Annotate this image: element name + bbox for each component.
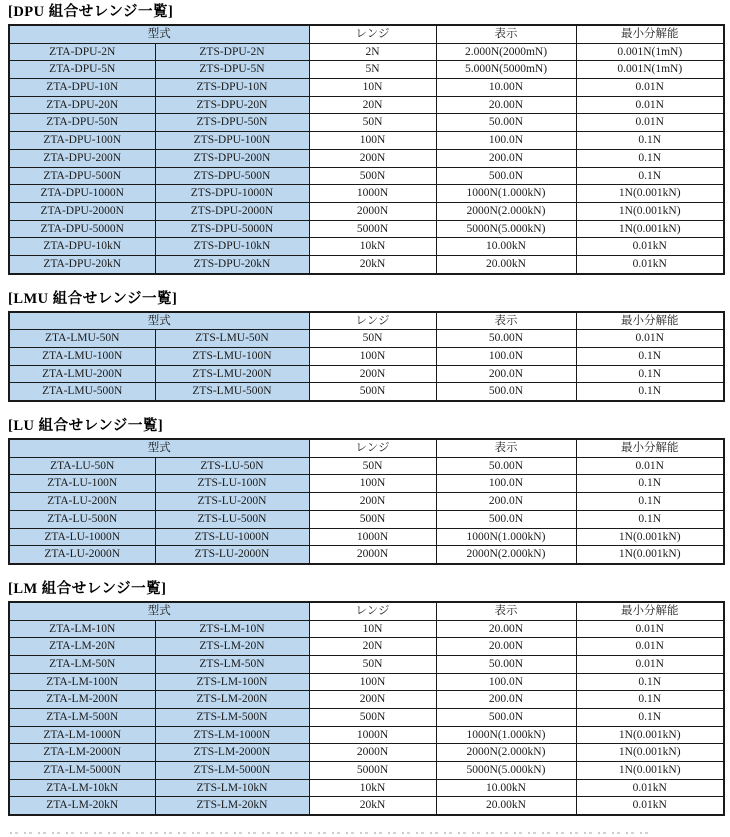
model-cell-zts: ZTS-LU-200N xyxy=(155,493,309,511)
model-cell-zta: ZTA-LU-100N xyxy=(9,475,155,493)
range-table-section xyxy=(8,291,725,402)
table-row xyxy=(9,43,724,61)
header-row xyxy=(9,439,724,457)
display-cell: 100.0N xyxy=(436,475,576,493)
table-row xyxy=(9,114,724,132)
range-cell: 2N xyxy=(309,43,436,61)
model-cell-zts: ZTS-LMU-500N xyxy=(155,383,309,401)
resolution-cell: 0.1N xyxy=(576,510,724,528)
section-title: [LU 組合せレンジ一覧] xyxy=(8,418,164,435)
display-cell: 2000N(2.000kN) xyxy=(436,744,576,762)
column-header-range: レンジ xyxy=(309,439,436,457)
model-cell-zts: ZTS-LU-2000N xyxy=(155,546,309,564)
table-row xyxy=(9,709,724,727)
range-cell: 5N xyxy=(309,61,436,79)
resolution-cell: 0.1N xyxy=(576,132,724,150)
model-cell-zta: ZTA-DPU-5N xyxy=(9,61,155,79)
model-cell-zts: ZTS-DPU-1000N xyxy=(155,185,309,203)
table-row xyxy=(9,546,724,564)
model-cell-zts: ZTS-LU-500N xyxy=(155,510,309,528)
model-cell-zta: ZTA-DPU-20N xyxy=(9,96,155,114)
display-cell: 1000N(1.000kN) xyxy=(436,528,576,546)
header-row xyxy=(9,312,724,330)
resolution-cell: 0.01kN xyxy=(576,797,724,815)
resolution-cell: 0.01kN xyxy=(576,779,724,797)
display-cell: 20.00N xyxy=(436,638,576,656)
resolution-cell: 0.01kN xyxy=(576,238,724,256)
table-row xyxy=(9,167,724,185)
resolution-cell: 0.001N(1mN) xyxy=(576,43,724,61)
table-row xyxy=(9,726,724,744)
model-cell-zts: ZTS-DPU-100N xyxy=(155,132,309,150)
model-cell-zta: ZTA-DPU-50N xyxy=(9,114,155,132)
resolution-cell: 1N(0.001kN) xyxy=(576,546,724,564)
column-header-resolution: 最小分解能 xyxy=(576,25,724,43)
table-row xyxy=(9,132,724,150)
table-row xyxy=(9,61,724,79)
model-cell-zts: ZTS-LU-1000N xyxy=(155,528,309,546)
resolution-cell: 0.1N xyxy=(576,365,724,383)
display-cell: 1000N(1.000kN) xyxy=(436,185,576,203)
model-cell-zts: ZTS-LM-200N xyxy=(155,691,309,709)
display-cell: 50.00N xyxy=(436,655,576,673)
range-cell: 5000N xyxy=(309,220,436,238)
model-cell-zta: ZTA-DPU-2N xyxy=(9,43,155,61)
model-cell-zts: ZTS-DPU-500N xyxy=(155,167,309,185)
resolution-cell: 1N(0.001kN) xyxy=(576,762,724,780)
range-table-section xyxy=(8,418,725,565)
column-header-model: 型式 xyxy=(9,602,309,620)
model-cell-zts: ZTS-DPU-10kN xyxy=(155,238,309,256)
resolution-cell: 0.01N xyxy=(576,620,724,638)
range-cell: 20kN xyxy=(309,797,436,815)
model-cell-zts: ZTS-DPU-50N xyxy=(155,114,309,132)
table-body xyxy=(9,330,724,401)
model-cell-zta: ZTA-LMU-500N xyxy=(9,383,155,401)
range-cell: 20N xyxy=(309,638,436,656)
column-header-model: 型式 xyxy=(9,25,309,43)
resolution-cell: 0.1N xyxy=(576,709,724,727)
table-row xyxy=(9,528,724,546)
table-row xyxy=(9,255,724,273)
model-cell-zts: ZTS-LMU-50N xyxy=(155,330,309,348)
model-cell-zts: ZTS-LM-1000N xyxy=(155,726,309,744)
column-header-resolution: 最小分解能 xyxy=(576,312,724,330)
display-cell: 500.0N xyxy=(436,709,576,727)
model-cell-zta: ZTA-LM-500N xyxy=(9,709,155,727)
header-row xyxy=(9,602,724,620)
model-cell-zts: ZTS-LU-50N xyxy=(155,457,309,475)
model-cell-zts: ZTS-LM-100N xyxy=(155,673,309,691)
table-row xyxy=(9,330,724,348)
range-cell: 50N xyxy=(309,655,436,673)
display-cell: 500.0N xyxy=(436,383,576,401)
display-cell: 500.0N xyxy=(436,510,576,528)
column-header-display: 表示 xyxy=(436,602,576,620)
column-header-model: 型式 xyxy=(9,439,309,457)
display-cell: 2000N(2.000kN) xyxy=(436,202,576,220)
resolution-cell: 0.01kN xyxy=(576,255,724,273)
resolution-cell: 0.1N xyxy=(576,691,724,709)
display-cell: 100.0N xyxy=(436,673,576,691)
model-cell-zts: ZTS-DPU-200N xyxy=(155,149,309,167)
column-header-range: レンジ xyxy=(309,312,436,330)
table-row xyxy=(9,202,724,220)
model-cell-zta: ZTA-DPU-500N xyxy=(9,167,155,185)
resolution-cell: 0.1N xyxy=(576,383,724,401)
range-cell: 2000N xyxy=(309,202,436,220)
range-table xyxy=(8,311,725,402)
model-cell-zts: ZTS-DPU-20kN xyxy=(155,255,309,273)
resolution-cell: 0.01N xyxy=(576,114,724,132)
resolution-cell: 0.01N xyxy=(576,330,724,348)
display-cell: 5000N(5.000kN) xyxy=(436,762,576,780)
range-cell: 2000N xyxy=(309,546,436,564)
resolution-cell: 0.001N(1mN) xyxy=(576,61,724,79)
model-cell-zts: ZTS-LM-20N xyxy=(155,638,309,656)
model-cell-zta: ZTA-LM-2000N xyxy=(9,744,155,762)
model-cell-zta: ZTA-DPU-10N xyxy=(9,79,155,97)
model-cell-zts: ZTS-LU-100N xyxy=(155,475,309,493)
display-cell: 50.00N xyxy=(436,114,576,132)
range-cell: 100N xyxy=(309,475,436,493)
resolution-cell: 0.1N xyxy=(576,149,724,167)
model-cell-zta: ZTA-LMU-100N xyxy=(9,348,155,366)
model-cell-zta: ZTA-DPU-10kN xyxy=(9,238,155,256)
range-cell: 1000N xyxy=(309,726,436,744)
range-cell: 500N xyxy=(309,383,436,401)
resolution-cell: 0.01N xyxy=(576,655,724,673)
range-cell: 10N xyxy=(309,79,436,97)
range-cell: 20kN xyxy=(309,255,436,273)
model-cell-zts: ZTS-LM-10kN xyxy=(155,779,309,797)
display-cell: 5000N(5.000kN) xyxy=(436,220,576,238)
model-cell-zts: ZTS-DPU-2N xyxy=(155,43,309,61)
model-cell-zts: ZTS-LMU-100N xyxy=(155,348,309,366)
model-cell-zta: ZTA-DPU-1000N xyxy=(9,185,155,203)
table-body xyxy=(9,43,724,273)
column-header-display: 表示 xyxy=(436,439,576,457)
model-cell-zta: ZTA-LM-20kN xyxy=(9,797,155,815)
model-cell-zta: ZTA-LMU-50N xyxy=(9,330,155,348)
display-cell: 100.0N xyxy=(436,132,576,150)
model-cell-zts: ZTS-LMU-200N xyxy=(155,365,309,383)
range-cell: 500N xyxy=(309,510,436,528)
table-row xyxy=(9,475,724,493)
model-cell-zta: ZTA-LM-10N xyxy=(9,620,155,638)
section-title: [DPU 組合せレンジ一覧] xyxy=(8,4,174,20)
resolution-cell: 0.01N xyxy=(576,96,724,114)
display-cell: 200.0N xyxy=(436,691,576,709)
display-cell: 500.0N xyxy=(436,167,576,185)
model-cell-zts: ZTS-LM-10N xyxy=(155,620,309,638)
display-cell: 10.00N xyxy=(436,79,576,97)
table-row xyxy=(9,493,724,511)
model-cell-zta: ZTA-LM-20N xyxy=(9,638,155,656)
model-cell-zts: ZTS-DPU-10N xyxy=(155,79,309,97)
range-table xyxy=(8,438,725,565)
display-cell: 5.000N(5000mN) xyxy=(436,61,576,79)
model-cell-zta: ZTA-LU-200N xyxy=(9,493,155,511)
range-cell: 1000N xyxy=(309,185,436,203)
model-cell-zta: ZTA-LM-50N xyxy=(9,655,155,673)
column-header-model: 型式 xyxy=(9,312,309,330)
range-cell: 200N xyxy=(309,149,436,167)
range-cell: 500N xyxy=(309,167,436,185)
range-cell: 10kN xyxy=(309,779,436,797)
table-row xyxy=(9,348,724,366)
resolution-cell: 0.1N xyxy=(576,493,724,511)
range-table-section xyxy=(8,581,725,816)
column-header-range: レンジ xyxy=(309,602,436,620)
model-cell-zta: ZTA-LM-100N xyxy=(9,673,155,691)
table-row xyxy=(9,691,724,709)
display-cell: 50.00N xyxy=(436,457,576,475)
range-cell: 500N xyxy=(309,709,436,727)
display-cell: 200.0N xyxy=(436,493,576,511)
display-cell: 20.00N xyxy=(436,620,576,638)
model-cell-zta: ZTA-DPU-200N xyxy=(9,149,155,167)
range-cell: 200N xyxy=(309,691,436,709)
range-table xyxy=(8,601,725,816)
range-cell: 100N xyxy=(309,348,436,366)
display-cell: 2000N(2.000kN) xyxy=(436,546,576,564)
section-title: [LMU 組合せレンジ一覧] xyxy=(8,290,178,307)
range-cell: 10kN xyxy=(309,238,436,256)
range-cell: 50N xyxy=(309,330,436,348)
range-cell: 2000N xyxy=(309,744,436,762)
model-cell-zts: ZTS-LM-50N xyxy=(155,655,309,673)
model-cell-zts: ZTS-LM-20kN xyxy=(155,797,309,815)
table-row xyxy=(9,220,724,238)
display-cell: 200.0N xyxy=(436,365,576,383)
display-cell: 20.00kN xyxy=(436,797,576,815)
table-body xyxy=(9,457,724,564)
model-cell-zts: ZTS-LM-500N xyxy=(155,709,309,727)
column-header-display: 表示 xyxy=(436,25,576,43)
model-cell-zta: ZTA-DPU-5000N xyxy=(9,220,155,238)
model-cell-zta: ZTA-DPU-100N xyxy=(9,132,155,150)
model-cell-zta: ZTA-LU-2000N xyxy=(9,546,155,564)
model-cell-zts: ZTS-LM-2000N xyxy=(155,744,309,762)
document-page xyxy=(8,4,725,837)
resolution-cell: 1N(0.001kN) xyxy=(576,202,724,220)
range-cell: 20N xyxy=(309,96,436,114)
range-cell: 200N xyxy=(309,493,436,511)
table-row xyxy=(9,744,724,762)
table-row xyxy=(9,185,724,203)
header-row xyxy=(9,25,724,43)
display-cell: 10.00kN xyxy=(436,779,576,797)
model-cell-zta: ZTA-LM-10kN xyxy=(9,779,155,797)
display-cell: 20.00N xyxy=(436,96,576,114)
model-cell-zta: ZTA-DPU-20kN xyxy=(9,255,155,273)
display-cell: 20.00kN xyxy=(436,255,576,273)
model-cell-zts: ZTS-DPU-5000N xyxy=(155,220,309,238)
display-cell: 10.00kN xyxy=(436,238,576,256)
resolution-cell: 0.01N xyxy=(576,638,724,656)
resolution-cell: 1N(0.001kN) xyxy=(576,528,724,546)
model-cell-zta: ZTA-LM-1000N xyxy=(9,726,155,744)
table-row xyxy=(9,762,724,780)
display-cell: 50.00N xyxy=(436,330,576,348)
range-cell: 1000N xyxy=(309,528,436,546)
model-cell-zts: ZTS-DPU-2000N xyxy=(155,202,309,220)
table-row xyxy=(9,638,724,656)
resolution-cell: 1N(0.001kN) xyxy=(576,744,724,762)
model-cell-zts: ZTS-DPU-20N xyxy=(155,96,309,114)
model-cell-zta: ZTA-LM-200N xyxy=(9,691,155,709)
table-row xyxy=(9,655,724,673)
display-cell: 1000N(1.000kN) xyxy=(436,726,576,744)
table-row xyxy=(9,383,724,401)
resolution-cell: 0.1N xyxy=(576,348,724,366)
display-cell: 2.000N(2000mN) xyxy=(436,43,576,61)
range-cell: 100N xyxy=(309,673,436,691)
range-cell: 100N xyxy=(309,132,436,150)
table-row xyxy=(9,457,724,475)
model-cell-zts: ZTS-DPU-5N xyxy=(155,61,309,79)
table-row xyxy=(9,96,724,114)
clipped-footnote-artifact xyxy=(10,831,650,837)
range-cell: 10N xyxy=(309,620,436,638)
table-row xyxy=(9,238,724,256)
table-row xyxy=(9,149,724,167)
model-cell-zta: ZTA-LU-1000N xyxy=(9,528,155,546)
resolution-cell: 1N(0.001kN) xyxy=(576,220,724,238)
model-cell-zta: ZTA-LU-500N xyxy=(9,510,155,528)
range-table-section xyxy=(8,4,725,275)
resolution-cell: 0.1N xyxy=(576,673,724,691)
display-cell: 200.0N xyxy=(436,149,576,167)
resolution-cell: 0.1N xyxy=(576,167,724,185)
section-title: [LM 組合せレンジ一覧] xyxy=(8,580,167,597)
range-cell: 50N xyxy=(309,457,436,475)
resolution-cell: 1N(0.001kN) xyxy=(576,185,724,203)
column-header-resolution: 最小分解能 xyxy=(576,602,724,620)
resolution-cell: 0.1N xyxy=(576,475,724,493)
table-row xyxy=(9,779,724,797)
table-row xyxy=(9,365,724,383)
table-row xyxy=(9,79,724,97)
table-body xyxy=(9,620,724,815)
column-header-range: レンジ xyxy=(309,25,436,43)
resolution-cell: 1N(0.001kN) xyxy=(576,726,724,744)
table-row xyxy=(9,510,724,528)
resolution-cell: 0.01N xyxy=(576,79,724,97)
model-cell-zta: ZTA-LM-5000N xyxy=(9,762,155,780)
table-row xyxy=(9,620,724,638)
range-cell: 200N xyxy=(309,365,436,383)
column-header-resolution: 最小分解能 xyxy=(576,439,724,457)
model-cell-zta: ZTA-LU-50N xyxy=(9,457,155,475)
range-cell: 50N xyxy=(309,114,436,132)
range-table xyxy=(8,24,725,275)
column-header-display: 表示 xyxy=(436,312,576,330)
model-cell-zts: ZTS-LM-5000N xyxy=(155,762,309,780)
resolution-cell: 0.01N xyxy=(576,457,724,475)
model-cell-zta: ZTA-DPU-2000N xyxy=(9,202,155,220)
display-cell: 100.0N xyxy=(436,348,576,366)
table-row xyxy=(9,797,724,815)
model-cell-zta: ZTA-LMU-200N xyxy=(9,365,155,383)
sections-container xyxy=(8,4,725,816)
range-cell: 5000N xyxy=(309,762,436,780)
table-row xyxy=(9,673,724,691)
